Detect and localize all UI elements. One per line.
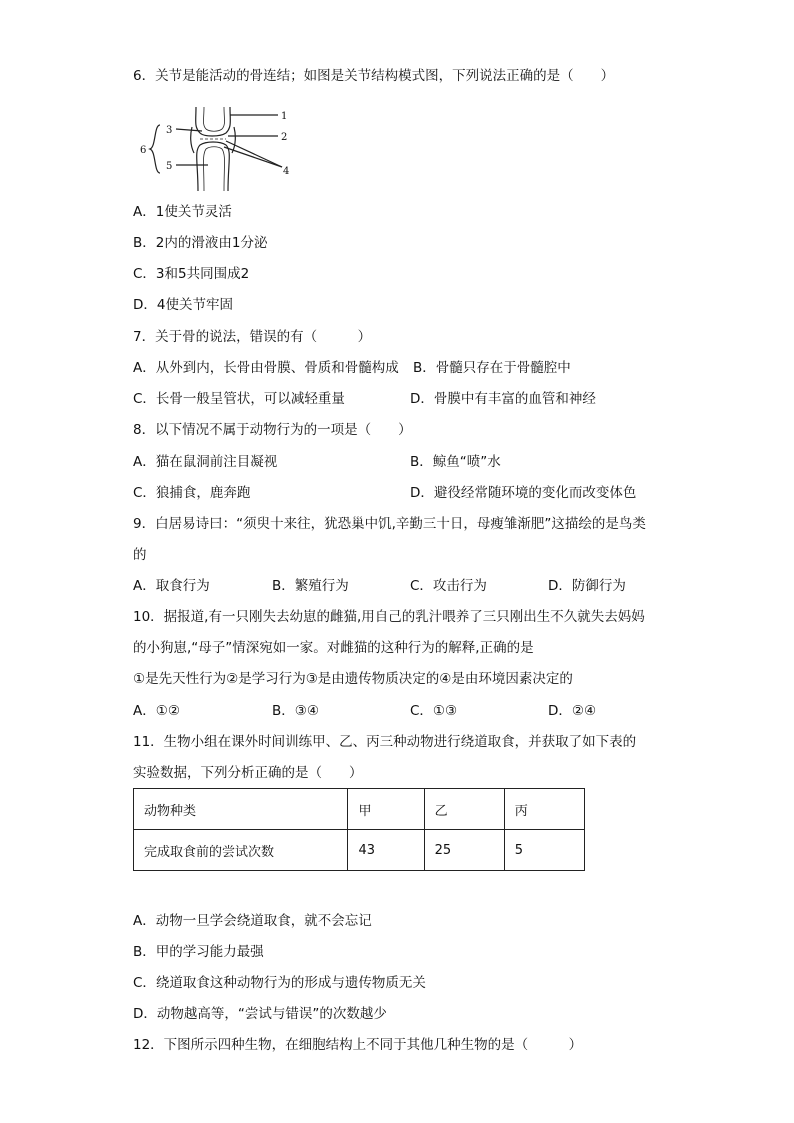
q11-stem-line2: 实验数据，下列分析正确的是（ ） [133,765,363,781]
table-cell: 43 [348,830,424,871]
q8-option-c: C．狼捕食，鹿奔跑 [133,485,251,501]
q9-option-b: B．繁殖行为 [272,578,349,594]
q8-stem: 8．以下情况不属于动物行为的一项是（ ） [133,422,412,438]
label-1: 1 [281,111,288,122]
q7-option-c: C．长骨一般呈管状，可以减轻重量 [133,391,345,407]
q11-option-b: B．甲的学习能力最强 [133,944,264,960]
table-cell: 5 [504,830,584,871]
table-cell: 甲 [348,789,424,830]
q7-stem: 7．关于骨的说法，错误的有（ ） [133,329,372,345]
q9-option-d: D．防御行为 [548,578,626,594]
table-cell: 乙 [424,789,504,830]
q10-option-a: A．①② [133,703,180,719]
q7-option-a: A．从外到内，长骨由骨膜、骨质和骨髓构成 [133,360,399,376]
q6-option-d: D．4使关节牢固 [133,297,233,313]
table-cell: 25 [424,830,504,871]
q12-stem: 12．下图所示四种生物，在细胞结构上不同于其他几种生物的是（ ） [133,1037,583,1053]
q7-option-d: D．骨膜中有丰富的血管和神经 [410,391,596,407]
q11-stem-line1: 11．生物小组在课外时间训练甲、乙、丙三种动物进行绕道取食，并获取了如下表的 [133,734,637,750]
q6-option-a: A．1使关节灵活 [133,204,232,220]
q11-option-c: C．绕道取食这种动物行为的形成与遗传物质无关 [133,975,426,991]
q6-stem: 6．关节是能活动的骨连结；如图是关节结构模式图，下列说法正确的是（ ） [133,68,615,84]
experiment-table [133,788,585,871]
q11-option-d: D．动物越高等，“尝试与错误”的次数越少 [133,1006,387,1022]
q10-option-d: D．②④ [548,703,597,719]
label-5: 5 [166,161,173,172]
q9-option-a: A．取食行为 [133,578,210,594]
label-4: 4 [283,166,290,177]
q9-stem-line1: 9．白居易诗曰：“须臾十来往，犹恐巢中饥,辛勤三十日，母瘦雏渐肥”这描绘的是鸟类 [133,516,646,532]
q10-stem-line2: 的小狗崽,“母子”情深宛如一家。对雌猫的这种行为的解释,正确的是 [133,640,534,656]
q10-stem-line1: 10．据报道,有一只刚失去幼崽的雌猫,用自己的乳汁喂养了三只刚出生不久就失去妈妈 [133,609,645,625]
label-6: 6 [140,145,147,156]
q8-option-d: D．避役经常随环境的变化而改变体色 [410,485,637,501]
table-cell: 完成取食前的尝试次数 [134,830,348,871]
q7-option-b: B．骨髓只存在于骨髓腔中 [413,360,571,376]
q9-option-c: C．攻击行为 [410,578,487,594]
table-cell: 动物种类 [134,789,348,830]
q9-stem-line2: 的 [133,547,147,563]
table-cell: 丙 [504,789,584,830]
table-header-row [134,789,585,830]
label-2: 2 [281,132,288,143]
label-3: 3 [166,125,173,136]
q10-option-c: C．①③ [410,703,458,719]
q6-option-b: B．2内的滑液由1分泌 [133,235,268,251]
q8-option-b: B．鲸鱼“喷”水 [410,454,501,470]
q10-statements: ①是先天性行为②是学习行为③是由遗传物质决定的④是由环境因素决定的 [133,671,573,687]
q10-option-b: B．③④ [272,703,319,719]
table-row [134,830,585,871]
q11-option-a: A．动物一旦学会绕道取食，就不会忘记 [133,913,372,929]
q6-option-c: C．3和5共同围成2 [133,266,250,282]
q8-option-a: A．猫在鼠洞前注目凝视 [133,454,278,470]
joint-diagram [138,103,298,193]
